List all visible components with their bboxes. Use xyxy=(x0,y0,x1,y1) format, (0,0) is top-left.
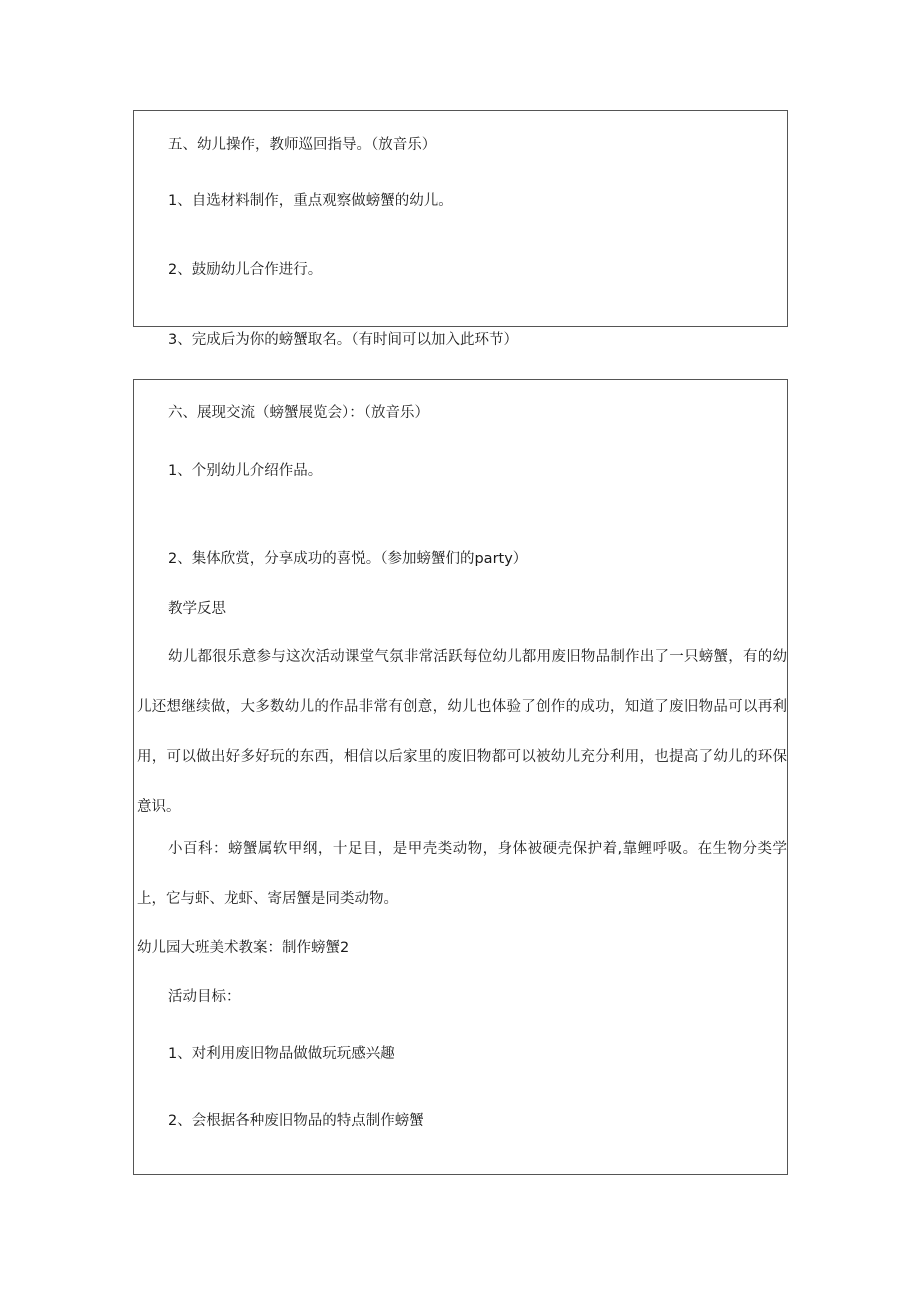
section-five-item-1: 1、自选材料制作，重点观察做螃蟹的幼儿。 xyxy=(168,193,453,209)
lesson2-goal-2: 2、会根据各种废旧物品的特点制作螃蟹 xyxy=(168,1113,424,1129)
lesson2-goals-label: 活动目标： xyxy=(168,989,241,1005)
section-six-item-1: 1、个别幼儿介绍作品。 xyxy=(168,463,323,479)
lesson2-goal-1: 1、对利用废旧物品做做玩玩感兴趣 xyxy=(168,1046,395,1062)
reflection-paragraph: 幼儿都很乐意参与这次活动课堂气氛非常活跃每位幼儿都用废旧物品制作出了一只螃蟹，有的幼儿还想继续做，大多数幼儿的作品非常有创意，幼儿也体验了创作的成功，知道了废旧物品可以再利用，可以做出好多好玩的东西，相信以后家里的废旧物都可以被幼儿充分利用，也提高了幼儿的环保意识。 xyxy=(137,649,787,815)
lesson2-title: 幼儿园大班美术教案：制作螃蟹2 xyxy=(137,940,350,956)
section-six-item-2: 2、集体欣赏，分享成功的喜悦。（参加螃蟹们的party） xyxy=(168,551,528,567)
section-five-item-2: 2、鼓励幼儿合作进行。 xyxy=(168,262,323,278)
section-six-heading: 六、展现交流（螃蟹展览会）：（放音乐） xyxy=(168,405,429,421)
reflection-title: 教学反思 xyxy=(168,601,226,617)
encyclopedia-paragraph: 小百科：螃蟹属软甲纲，十足目，是甲壳类动物，身体被硬壳保护着,靠鲤呼吸。在生物分类学上，它与虾、龙虾、寄居蟹是同类动物。 xyxy=(137,841,787,907)
section-five-heading: 五、幼儿操作，教师巡回指导。（放音乐） xyxy=(168,137,437,153)
section-five-item-3: 3、完成后为你的螃蟹取名。（有时间可以加入此环节） xyxy=(168,332,518,348)
